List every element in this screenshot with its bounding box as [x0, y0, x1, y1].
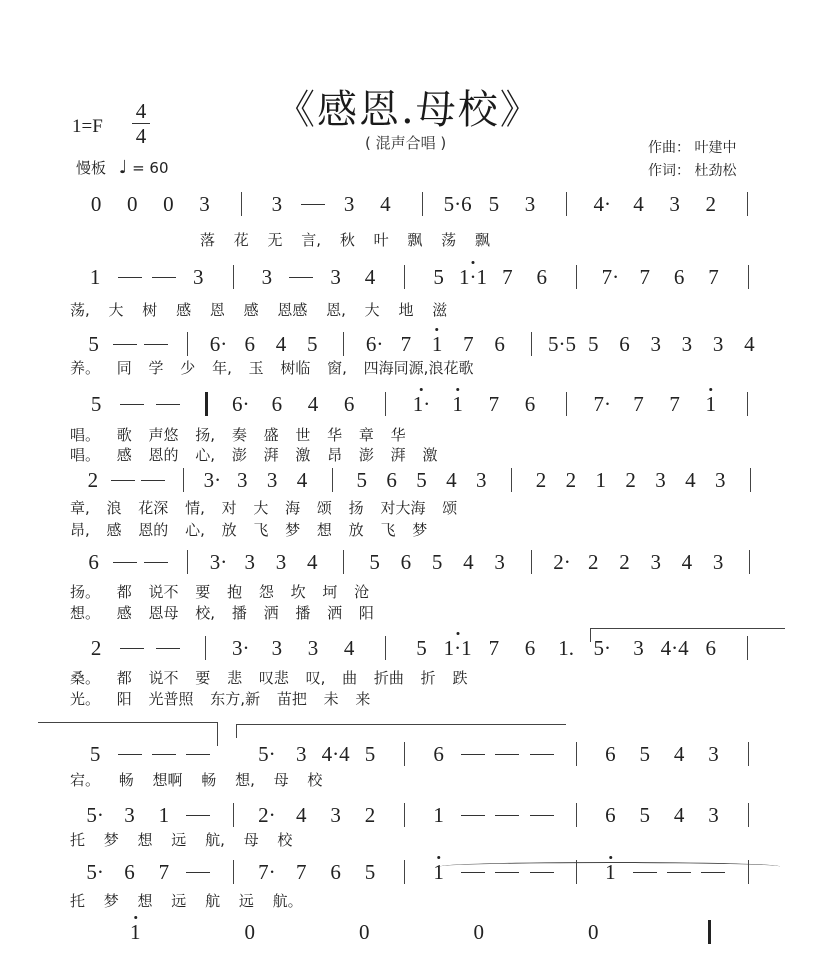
tempo-value: = 60: [132, 159, 169, 177]
note: 5: [416, 468, 427, 492]
note: 5: [88, 332, 99, 356]
volta-1-bracket-end: [217, 722, 218, 746]
note: 3: [633, 636, 644, 660]
lyrics-row-8: 宕。 畅 想啊 畅 想, 母 校: [70, 771, 323, 789]
sustain-dash: [113, 562, 137, 563]
notation-row: [0, 803, 822, 827]
note: 3: [714, 468, 726, 492]
note: 3: [192, 265, 204, 289]
note: 6: [124, 860, 135, 884]
lyrics-row-6b: 想。 感 恩母 校, 播 洒 播 洒 阳: [70, 604, 374, 622]
note: 3: [124, 803, 135, 827]
note: 1·: [412, 392, 431, 416]
barline: [576, 265, 577, 289]
note: 4: [681, 550, 693, 574]
notation-row: [0, 920, 822, 944]
note: 1.: [558, 636, 574, 660]
note: 5: [431, 550, 443, 574]
note: 6: [524, 636, 536, 660]
note: 5: [369, 550, 380, 574]
note: 5·: [258, 742, 276, 766]
sustain-dash: [289, 277, 313, 278]
notation-row: [0, 192, 822, 216]
lyrics-row-1: 落 花 无 言, 秋 叶 飘 荡 飘: [200, 231, 490, 249]
note: 5: [433, 265, 444, 289]
note: 4: [307, 392, 319, 416]
note: 7: [633, 392, 644, 416]
note: 6·: [365, 332, 384, 356]
barline: [748, 265, 749, 289]
note: 2: [364, 803, 376, 827]
note: 4: [275, 332, 287, 356]
note: 4·4: [660, 636, 689, 660]
note: 2: [625, 468, 636, 492]
sustain-dash: [144, 562, 168, 563]
sustain-dash: [633, 872, 657, 873]
lyrics-row-4a: 唱。 歌 声悠 扬, 奏 盛 世 华 章 华: [70, 426, 406, 444]
note: 5: [639, 803, 651, 827]
sustain-dash: [461, 815, 485, 816]
tie-slur: [440, 862, 780, 871]
sustain-dash: [186, 872, 210, 873]
note: 6: [330, 860, 341, 884]
barline: [404, 803, 405, 827]
lyrics-row-7b: 光。 阳 光普照 东方,新 苗把 未 来: [70, 690, 371, 708]
barline: [233, 803, 234, 827]
note: 3: [655, 468, 666, 492]
note: 3: [650, 332, 661, 356]
repeat-barline: [205, 392, 208, 416]
note: 3: [307, 636, 319, 660]
lyrics-row-9: 托 梦 想 远 航, 母 校: [70, 831, 293, 849]
note: 1: [89, 265, 101, 289]
sustain-dash: [186, 754, 210, 755]
note: 6: [673, 265, 685, 289]
barline: [576, 803, 577, 827]
lyricist-credit: 作词： 杜劲松: [648, 163, 737, 179]
sustain-dash: [461, 872, 485, 873]
note: 7: [639, 265, 651, 289]
note: 6: [433, 742, 444, 766]
sustain-dash: [120, 404, 144, 405]
time-signature-bottom: 4: [135, 124, 147, 148]
barline: [566, 192, 567, 216]
barline: [332, 468, 333, 492]
barline: [576, 742, 577, 766]
note: 3: [475, 468, 487, 492]
sustain-dash: [495, 815, 519, 816]
note: 4: [685, 468, 696, 492]
note: 6·: [209, 332, 228, 356]
volta-2-bracket-edge: [236, 724, 237, 738]
barline: [747, 192, 748, 216]
volta-1-bracket-continued: [38, 722, 218, 723]
note: 1: [433, 803, 444, 827]
lyrics-row-3: 养。 同 学 少 年, 玉 树临 窗, 四海同源,浪花歌: [70, 359, 474, 377]
note: 5·: [593, 636, 612, 660]
note: 3·: [231, 636, 250, 660]
lyrics-row-7a: 桑。 都 说不 要 悲 叹悲 叹, 曲 折曲 折 跌: [70, 669, 468, 687]
note: 4·: [593, 192, 612, 216]
note: 7: [463, 332, 474, 356]
note: 1·1: [443, 636, 472, 660]
note: 3: [266, 468, 278, 492]
sustain-dash: [301, 204, 325, 205]
sustain-dash: [156, 404, 180, 405]
barline: [241, 192, 242, 216]
note: 5: [90, 392, 102, 416]
barline: [205, 636, 206, 660]
sustain-dash: [144, 344, 168, 345]
notation-row: [0, 332, 822, 356]
note: 5·: [86, 803, 104, 827]
note: 2: [535, 468, 547, 492]
note: 2: [705, 192, 716, 216]
note: 3: [708, 742, 719, 766]
barline: [404, 265, 405, 289]
time-signature-top: 4: [135, 99, 147, 123]
note: 5: [89, 742, 101, 766]
song-title: 《感恩.母校》: [275, 87, 542, 133]
note: 4: [343, 636, 355, 660]
note: 6·: [231, 392, 250, 416]
note: 0: [90, 192, 102, 216]
barline: [183, 468, 184, 492]
notation-row: [0, 742, 822, 766]
note: 3: [650, 550, 661, 574]
notation-row: [0, 468, 822, 492]
note: 1: [605, 860, 616, 884]
note: 5·6: [443, 192, 472, 216]
barline: [749, 550, 750, 574]
note: 3: [271, 192, 283, 216]
note: 6: [619, 332, 630, 356]
note: 7·: [258, 860, 276, 884]
lyrics-row-5a: 章, 浪 花深 情, 对 大 海 颂 扬 对大海 颂: [70, 499, 458, 517]
sustain-dash: [186, 815, 210, 816]
sustain-dash: [495, 872, 519, 873]
note: 4: [380, 192, 391, 216]
note: 0: [244, 920, 255, 944]
note: 3: [275, 550, 287, 574]
notation-row: [0, 550, 822, 574]
note: 4: [296, 468, 308, 492]
note: 3: [237, 468, 248, 492]
barline: [187, 332, 188, 356]
sustain-dash: [111, 480, 135, 481]
note: 3·: [203, 468, 222, 492]
note: 5: [356, 468, 367, 492]
barline: [747, 636, 748, 660]
barline: [343, 550, 344, 574]
note: 3: [343, 192, 355, 216]
barline: [404, 860, 405, 884]
note: 3: [271, 636, 283, 660]
barline: [233, 265, 234, 289]
note: 1: [595, 468, 606, 492]
note: 2: [619, 550, 630, 574]
note: 4: [446, 468, 457, 492]
note: 6: [705, 636, 716, 660]
note: 6: [400, 550, 412, 574]
note: 0: [588, 920, 599, 944]
lyrics-row-4b: 唱。 感 恩的 心, 澎 湃 激 昂 澎 湃 激: [70, 446, 438, 464]
note: 4: [633, 192, 644, 216]
note: 3: [296, 742, 307, 766]
note: 2·: [258, 803, 276, 827]
note: 6: [494, 332, 505, 356]
note: 5: [488, 192, 500, 216]
note: 1: [705, 392, 716, 416]
tempo-marking: [76, 157, 169, 178]
note: 6: [244, 332, 255, 356]
note: 7: [502, 265, 513, 289]
note: 5: [639, 742, 651, 766]
note: 4·4: [321, 742, 350, 766]
note: 3: [330, 265, 341, 289]
note: 7: [488, 392, 500, 416]
note: 6: [386, 468, 397, 492]
barline: [233, 860, 234, 884]
note: 1: [452, 392, 463, 416]
note: 5: [306, 332, 318, 356]
lyrics-row-6a: 扬。 都 说不 要 抱 怨 坎 坷 沧: [70, 583, 370, 601]
sustain-dash: [461, 754, 485, 755]
sustain-dash: [118, 277, 142, 278]
barline: [566, 392, 567, 416]
note: 5: [588, 332, 599, 356]
sustain-dash: [495, 754, 519, 755]
note: 6: [605, 742, 616, 766]
notation-row: [0, 265, 822, 289]
note: 1·1: [459, 265, 488, 289]
note: 3: [669, 192, 680, 216]
note: 6: [343, 392, 355, 416]
time-signature: [132, 100, 150, 147]
note: 0: [163, 192, 174, 216]
sustain-dash: [530, 872, 554, 873]
note: 4: [463, 550, 474, 574]
barline: [748, 803, 749, 827]
key-signature: 1=F: [72, 116, 103, 137]
composer-credit: 作曲： 叶建中: [648, 140, 737, 156]
lyrics-row-5b: 昂, 感 恩的 心, 放 飞 梦 想 放 飞 梦: [70, 521, 428, 539]
sustain-dash: [152, 277, 176, 278]
note: 7: [669, 392, 680, 416]
barline: [531, 332, 532, 356]
note: 3: [244, 550, 255, 574]
sustain-dash: [152, 754, 176, 755]
barline: [343, 332, 344, 356]
barline: [750, 468, 751, 492]
note: 0: [359, 920, 370, 944]
note: 0: [473, 920, 484, 944]
note: 1: [431, 332, 443, 356]
tempo-label: 慢板: [76, 159, 107, 177]
note: 7·: [593, 392, 612, 416]
barline: [187, 550, 188, 574]
sustain-dash: [113, 344, 137, 345]
note: 0: [126, 192, 138, 216]
lyrics-row-2: 荡, 大 树 感 恩 感 恩感 恩, 大 地 滋: [70, 301, 448, 319]
volta-1-bracket: [590, 628, 785, 629]
half-note-icon: ♩: [118, 157, 128, 178]
note: 3: [712, 550, 724, 574]
note: 3: [494, 550, 505, 574]
note: 1: [130, 920, 141, 944]
note: 7: [400, 332, 412, 356]
note: 3: [330, 803, 341, 827]
sustain-dash: [141, 480, 165, 481]
note: 3·: [209, 550, 228, 574]
note: 7: [488, 636, 500, 660]
volta-2-bracket: [236, 724, 566, 725]
note: 6: [536, 265, 547, 289]
note: 6: [88, 550, 99, 574]
notation-row: [0, 636, 822, 660]
note: 4: [673, 742, 685, 766]
sustain-dash: [701, 872, 725, 873]
barline: [385, 392, 386, 416]
note: 5: [364, 742, 376, 766]
note: 1: [433, 860, 444, 884]
sustain-dash: [530, 754, 554, 755]
volta-1-bracket-edge: [590, 628, 591, 642]
barline: [511, 468, 512, 492]
note: 5·5: [548, 332, 577, 356]
barline: [747, 392, 748, 416]
note: 3: [712, 332, 724, 356]
note: 3: [261, 265, 273, 289]
lyrics-row-10: 托 梦 想 远 航 远 航。: [70, 892, 303, 910]
repeat-barline: [708, 920, 711, 944]
barline: [748, 742, 749, 766]
note: 2: [90, 636, 102, 660]
barline: [531, 550, 532, 574]
note: 6: [524, 392, 536, 416]
note: 3: [681, 332, 693, 356]
note: 3: [708, 803, 719, 827]
notation-row: [0, 392, 822, 416]
song-subtitle: ( 混声合唱 ): [365, 134, 447, 152]
note: 2: [565, 468, 577, 492]
note: 4: [296, 803, 307, 827]
note: 6: [605, 803, 616, 827]
note: 7: [708, 265, 719, 289]
note: 3: [199, 192, 210, 216]
barline: [422, 192, 423, 216]
sustain-dash: [156, 648, 180, 649]
sustain-dash: [120, 648, 144, 649]
note: 1: [158, 803, 170, 827]
sustain-dash: [667, 872, 691, 873]
note: 5·: [86, 860, 104, 884]
barline: [385, 636, 386, 660]
note: 4: [744, 332, 755, 356]
note: 2: [588, 550, 599, 574]
note: 7: [296, 860, 307, 884]
note: 7: [158, 860, 170, 884]
note: 2: [87, 468, 99, 492]
note: 4: [364, 265, 376, 289]
note: 5: [364, 860, 376, 884]
note: 4: [306, 550, 318, 574]
note: 7·: [601, 265, 620, 289]
sustain-dash: [530, 815, 554, 816]
note: 4: [673, 803, 685, 827]
sustain-dash: [118, 754, 142, 755]
note: 6: [271, 392, 283, 416]
note: 5: [416, 636, 427, 660]
note: 2·: [553, 550, 571, 574]
barline: [404, 742, 405, 766]
note: 3: [524, 192, 536, 216]
